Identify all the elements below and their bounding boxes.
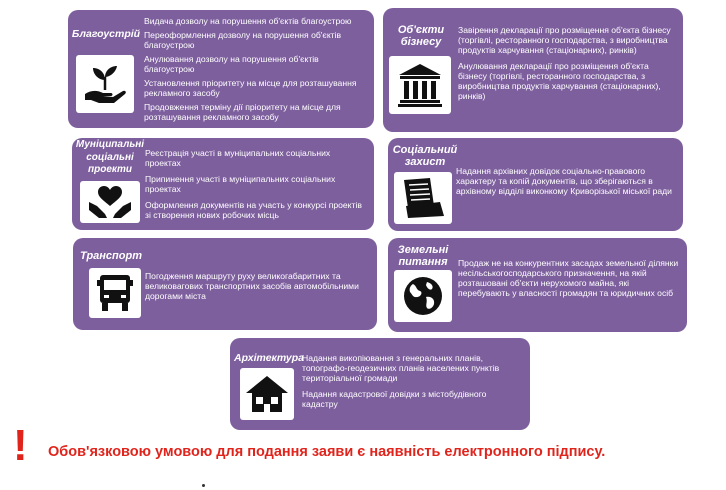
card-social-items: [456, 166, 678, 200]
card-business-items: [458, 25, 678, 105]
card-municipal-title: Муніципальні соціальні проекти: [75, 139, 145, 175]
card-social: [388, 138, 683, 231]
document-tray-icon: [394, 172, 452, 224]
list-item: Надання архівних довідок соціально-правового характеру та копій документів, що зберігаються в архівному відділі виконкому Криворізької міської ради: [456, 166, 672, 196]
list-item: Переоформлення дозволу на порушення об'єктів благоустрою: [144, 30, 342, 50]
hands-heart-icon: [80, 181, 140, 223]
list-item: Установлення пріоритету на місце для розташування рекламного засобу: [144, 78, 357, 98]
card-land-title: Земельні питання: [397, 244, 449, 268]
bank-building-icon: [389, 56, 451, 114]
list-item: Надання кадастрової довідки з містобудівного кадастру: [302, 389, 487, 409]
card-transport-title: Транспорт: [80, 250, 142, 262]
card-architecture-items: [302, 353, 524, 413]
card-municipal-items: [145, 148, 365, 224]
house-icon: [240, 368, 294, 420]
list-item: Анулювання дозволу на порушення об'єктів благоустрою: [144, 54, 319, 74]
list-item: Надання викопіювання з генеральних планів, топографо-геодезичних планів населених пунктів територіальної громади: [302, 353, 500, 383]
card-transport: [73, 238, 377, 330]
card-charity-title: Благоустрій: [71, 28, 141, 40]
card-architecture-title: Архітектура: [234, 352, 305, 364]
card-land-items: [458, 258, 680, 302]
truck-icon: [89, 268, 141, 318]
card-land: [388, 238, 687, 332]
stray-dot: [202, 484, 205, 487]
list-item: Продаж не на конкурентних засадах земельної ділянки несільськогосподарського призначення, на якій розташовані об'єкти нерухомого майна, які перебувають у власності громадян та юридичних осіб: [458, 258, 679, 298]
card-charity-items: [144, 16, 366, 126]
card-business-title: Об'єкти бізнесу: [397, 24, 445, 48]
warning-exclamation-icon: !: [13, 421, 28, 470]
card-transport-items: [145, 271, 371, 305]
card-social-title: Соціальний захист: [392, 144, 458, 168]
hand-plant-icon: [76, 55, 134, 113]
list-item: Погодження маршруту руху великогабаритних та великовагових транспортних засобів автомобільними дорогами міста: [145, 271, 359, 301]
list-item: Завірення декларації про розміщення об'єкта бізнесу (торгівлі, ресторанного господарства, з виробництва продуктів харчування (стаціонарних), ринків): [458, 25, 671, 55]
card-business: [383, 8, 683, 132]
card-charity: [68, 10, 374, 128]
globe-icon: [394, 270, 452, 322]
list-item: Продовження терміну дії пріоритету на місце для розташування рекламного засобу: [144, 102, 341, 122]
list-item: Припинення участі в муніципальних соціальних проектах: [145, 174, 336, 194]
list-item: Реєстрація участі в муніципальних соціальних проектах: [145, 148, 331, 168]
card-municipal: [72, 138, 374, 230]
list-item: Оформлення документів на участь у конкурсі проектів зі створення нових робочих місць: [145, 200, 362, 220]
list-item: Анулювання декларації про розміщення об'єкта бізнесу (торгівлі, ресторанного господарства, з виробництва продуктів харчування (стаціонарних), ринків): [458, 61, 661, 101]
card-architecture: [230, 338, 530, 430]
list-item: Видача дозволу на порушення об'єктів благоустрою: [144, 16, 352, 26]
notice-text: Обов'язковою умовою для подання заяви є наявність електронного підпису.: [48, 444, 606, 460]
